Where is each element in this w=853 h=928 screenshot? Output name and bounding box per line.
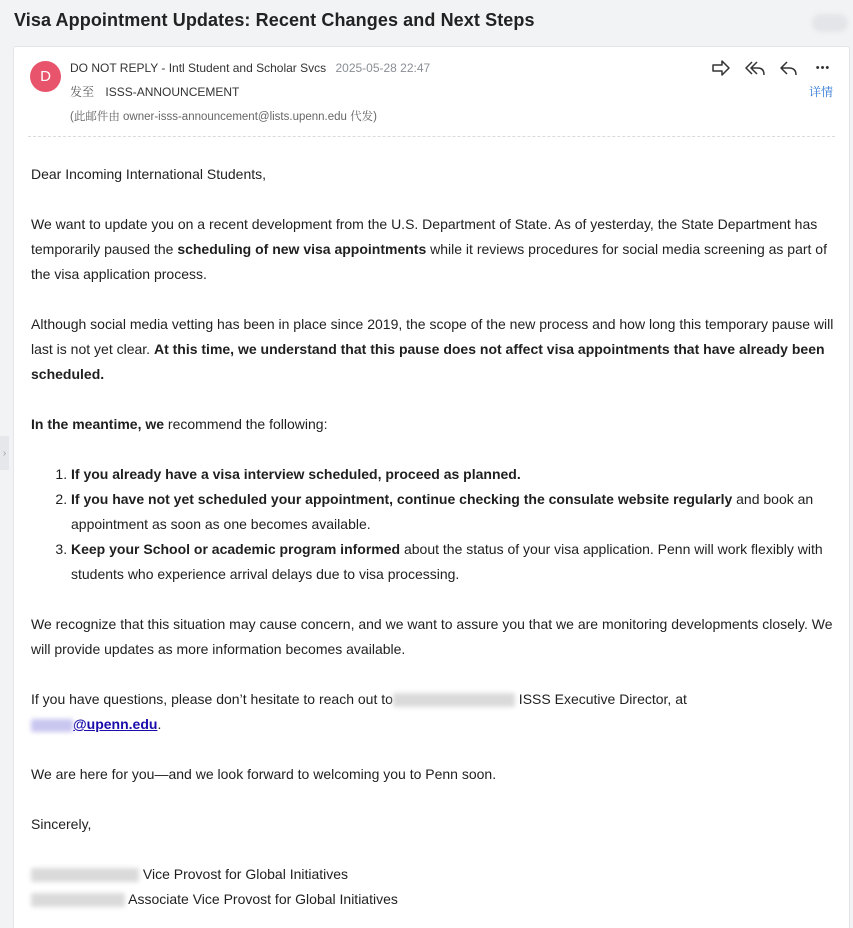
bold-text: If you have not yet scheduled your appointment, continue checking the consulate website regularly	[71, 491, 733, 507]
redacted-name	[393, 693, 515, 707]
redacted-top-right	[812, 14, 848, 32]
email-body	[31, 162, 839, 912]
signature	[31, 862, 839, 912]
paragraph-concern: We recognize that this situation may cause concern, and we want to assure you that we are monitoring developments closely. We will provide updates as more information becomes available.	[31, 616, 833, 657]
text-run: while it reviews procedures for social media screening as part of the visa application process.	[31, 241, 827, 282]
details-link[interactable]: 详情	[808, 85, 833, 99]
redacted-name	[31, 893, 125, 907]
reply-icon	[779, 59, 799, 77]
sender-avatar[interactable]: D	[30, 61, 61, 92]
text-run: recommend the following:	[164, 416, 328, 432]
signature-line	[31, 887, 839, 912]
text-run: ISSS Executive Director, at	[514, 691, 687, 707]
bold-text: At this time, we understand that this pause does not affect visa appointments that have already been scheduled.	[31, 341, 825, 382]
signature-line	[31, 862, 839, 887]
list-item	[71, 487, 839, 537]
redacted-name	[31, 868, 139, 882]
paragraph-vetting	[31, 312, 839, 387]
forward-icon	[711, 59, 731, 77]
text-run: about the status of your visa application. Penn will work flexibly with students who experience arrival delays due to visa processing.	[71, 541, 823, 582]
list-item	[71, 462, 839, 487]
greeting: Dear Incoming International Students,	[31, 166, 267, 182]
to-label: 发至	[70, 85, 95, 99]
redacted-email-user	[31, 719, 73, 732]
email-suffix: @upenn.edu	[73, 716, 158, 732]
bold-text: In the meantime, we	[31, 416, 165, 432]
email-subject: Visa Appointment Updates: Recent Changes and Next Steps	[14, 10, 535, 30]
text-run: We want to update you on a recent development from the U.S. Department of State. As of yesterday, the State Department has temporarily paused the	[31, 216, 818, 257]
recipient-line	[70, 83, 239, 100]
text-run: and book an appointment as soon as one becomes available.	[71, 491, 814, 532]
text-run: .	[157, 716, 162, 732]
paragraph-welcome: We are here for you—and we look forward to welcoming you to Penn soon.	[31, 766, 497, 782]
signature-title: Associate Vice Provost for Global Initiatives	[125, 891, 398, 907]
recommendation-list	[31, 462, 839, 587]
bold-text: scheduling of new visa appointments	[177, 241, 427, 257]
reply-all-icon	[745, 59, 765, 77]
reply-button[interactable]	[779, 59, 799, 77]
contact-email-link[interactable]	[31, 716, 157, 732]
paragraph-contact	[31, 687, 839, 737]
sender-line	[70, 61, 430, 75]
sidebar-expand-handle[interactable]: ›	[0, 436, 9, 470]
forward-button[interactable]	[711, 59, 731, 77]
list-item	[71, 537, 839, 587]
recipient-name[interactable]: ISSS-ANNOUNCEMENT	[105, 85, 240, 99]
reply-all-button[interactable]	[745, 59, 765, 77]
paragraph-update	[31, 212, 839, 287]
more-button[interactable]	[813, 59, 833, 77]
bold-text: If you already have a visa interview scheduled, proceed as planned.	[71, 466, 521, 482]
sent-date: 2025-05-28 22:47	[335, 61, 431, 75]
sent-via-note: (此邮件由 owner-isss-announcement@lists.upenn.edu 代发)	[70, 111, 377, 123]
email-card	[13, 46, 850, 928]
more-icon: •••	[815, 62, 831, 74]
paragraph-meantime	[31, 412, 839, 437]
text-run: If you have questions, please don’t hesitate to reach out to	[31, 691, 393, 707]
sender-name[interactable]: DO NOT REPLY - Intl Student and Scholar Svcs	[70, 61, 327, 75]
text-run: Although social media vetting has been in place since 2019, the scope of the new process and how long this temporary pause will last is not yet clear.	[31, 316, 834, 357]
signature-title: Vice Provost for Global Initiatives	[139, 866, 349, 882]
closing: Sincerely,	[31, 816, 92, 832]
header-divider	[28, 136, 835, 137]
email-actions	[711, 59, 833, 77]
bold-text: Keep your School or academic program informed	[71, 541, 401, 557]
